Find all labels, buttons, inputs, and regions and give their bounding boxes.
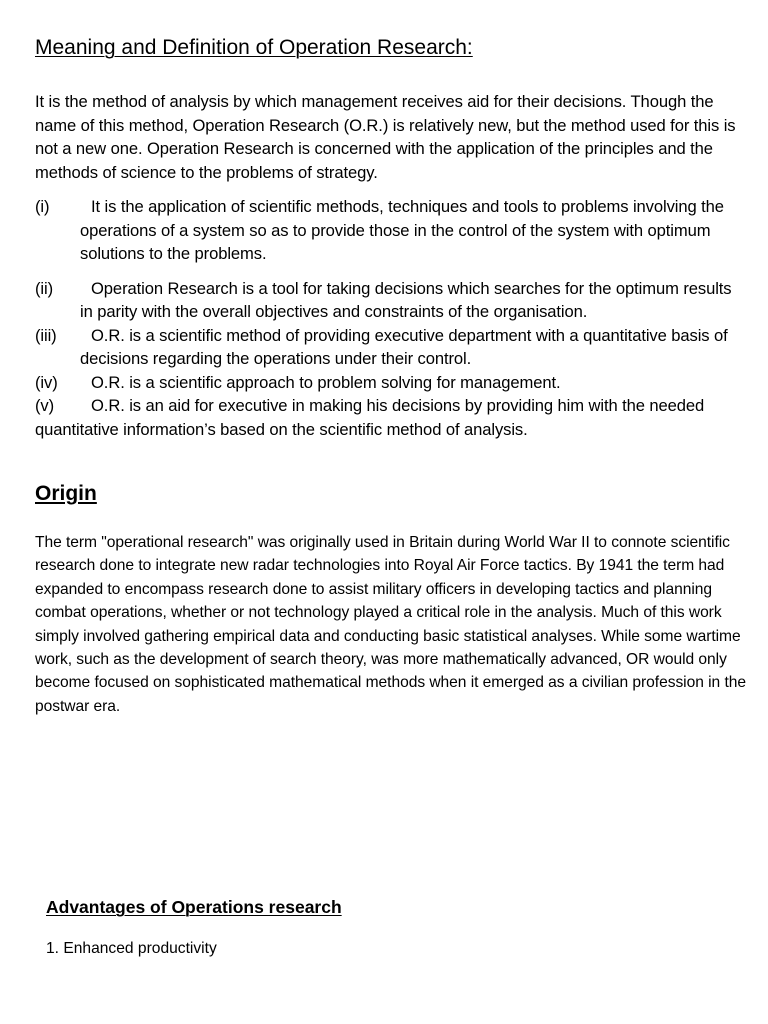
list-item-text: O.R. is a scientific method of providing executive department with a quantitative basis of decisions regarding the operations under their control. bbox=[80, 325, 728, 368]
list-item bbox=[35, 394, 745, 441]
list-item-text: O.R. is an aid for executive in making his decisions by providing him with the needed quantitative information’s based on the scientific method of analysis. bbox=[35, 396, 705, 439]
advantages-item: 1. Enhanced productivity bbox=[46, 940, 217, 957]
definition-list bbox=[35, 195, 745, 441]
section-heading-origin: Origin bbox=[35, 482, 97, 505]
list-item-text: O.R. is a scientific approach to problem solving for management. bbox=[91, 372, 561, 392]
list-item-number: (i) bbox=[35, 197, 50, 216]
list-item-number: (iv) bbox=[35, 372, 58, 392]
section-heading-advantages: Advantages of Operations research bbox=[46, 897, 342, 917]
list-item bbox=[35, 371, 745, 395]
section-heading-meaning: Meaning and Definition of Operation Research: bbox=[35, 36, 473, 59]
list-item bbox=[35, 324, 745, 371]
list-item-number: (iii) bbox=[35, 325, 57, 345]
list-item-number: (v) bbox=[35, 396, 55, 415]
list-item-text: It is the application of scientific methods, techniques and tools to problems involving the operations of a system so as to provide those in the control of the system with optimum solutions to the problems. bbox=[80, 197, 724, 263]
intro-paragraph: It is the method of analysis by which management receives aid for their decisions. Though the name of this method, Operation Research (O.R.) is relatively new, but the method used for this is not a new one. Operation Research is concerned with the application of the principles and the methods of science to the problems of strategy. bbox=[35, 92, 736, 182]
list-item bbox=[35, 277, 745, 324]
origin-paragraph: The term "operational research" was originally used in Britain during World War II to connote scientific research done to integrate new radar technologies into Royal Air Force tactics. By 1941 the term had expanded to encompass research done to assist military officers in developing tactics and planning combat operations, whether or not technology played a critical role in the analysis. Much of this work simply involved gathering empirical data and conducting basic statistical analyses. While some wartime work, such as the development of search theory, was more mathematically advanced, OR would only become focused on sophisticated mathematical methods when it emerged as a civilian profession in the postwar era. bbox=[35, 534, 746, 715]
list-item-text: Operation Research is a tool for taking decisions which searches for the optimum results in parity with the overall objectives and constraints of the organisation. bbox=[80, 278, 732, 321]
list-item-number: (ii) bbox=[35, 278, 54, 298]
list-item bbox=[35, 195, 745, 266]
